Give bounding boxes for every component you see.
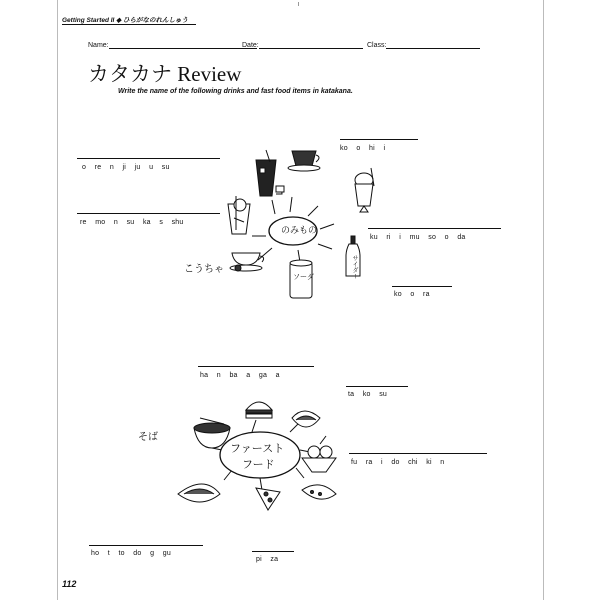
drinks-center-label: のみもの — [281, 225, 318, 235]
page-number: 112 — [62, 579, 77, 589]
romaji-lemon-squash: re mo n su ka s shu — [80, 219, 184, 226]
name-label: Name: — [88, 42, 109, 49]
hot-dog-icon — [178, 484, 220, 502]
class-label: Class: — [367, 42, 387, 49]
can-label: ソーダ — [293, 274, 314, 281]
romaji-cola: ko o ra — [394, 291, 430, 298]
taco-icon — [292, 411, 320, 427]
bottle-label: サイダー — [351, 255, 357, 279]
hamburger-icon — [246, 402, 272, 418]
romaji-hamburger: ha n ba a ga a — [200, 372, 280, 379]
romaji-fried-chicken: fu ra i do chi ki n — [351, 459, 445, 466]
pizza-icon — [256, 488, 280, 510]
romaji-cream-soda: ku ri i mu so o da — [370, 234, 466, 241]
food-center-label-line1: ファースト — [230, 443, 285, 455]
romaji-orange-juice: o re n ji ju u su — [82, 164, 170, 171]
page-title: カタカナ Review — [88, 62, 242, 86]
section-header: Getting Started II ◆ ひらがなのれんしゅう — [62, 17, 188, 24]
example-koucha: こうちゃ — [184, 264, 224, 275]
romaji-coffee: ko o hi i — [340, 145, 386, 152]
sandwich-icon — [302, 485, 336, 499]
fried-chicken-icon — [302, 436, 336, 472]
example-soba: そば — [138, 432, 158, 443]
food-center-label-line2: フード — [242, 459, 275, 471]
romaji-tacos: ta ko su — [348, 391, 387, 398]
romaji-pizza: pi za — [256, 556, 279, 563]
romaji-hot-dog: ho t to do g gu — [91, 550, 171, 557]
date-label: Date: — [242, 42, 259, 49]
instructions: Write the name of the following drinks and fast food items in katakana. — [118, 88, 353, 95]
